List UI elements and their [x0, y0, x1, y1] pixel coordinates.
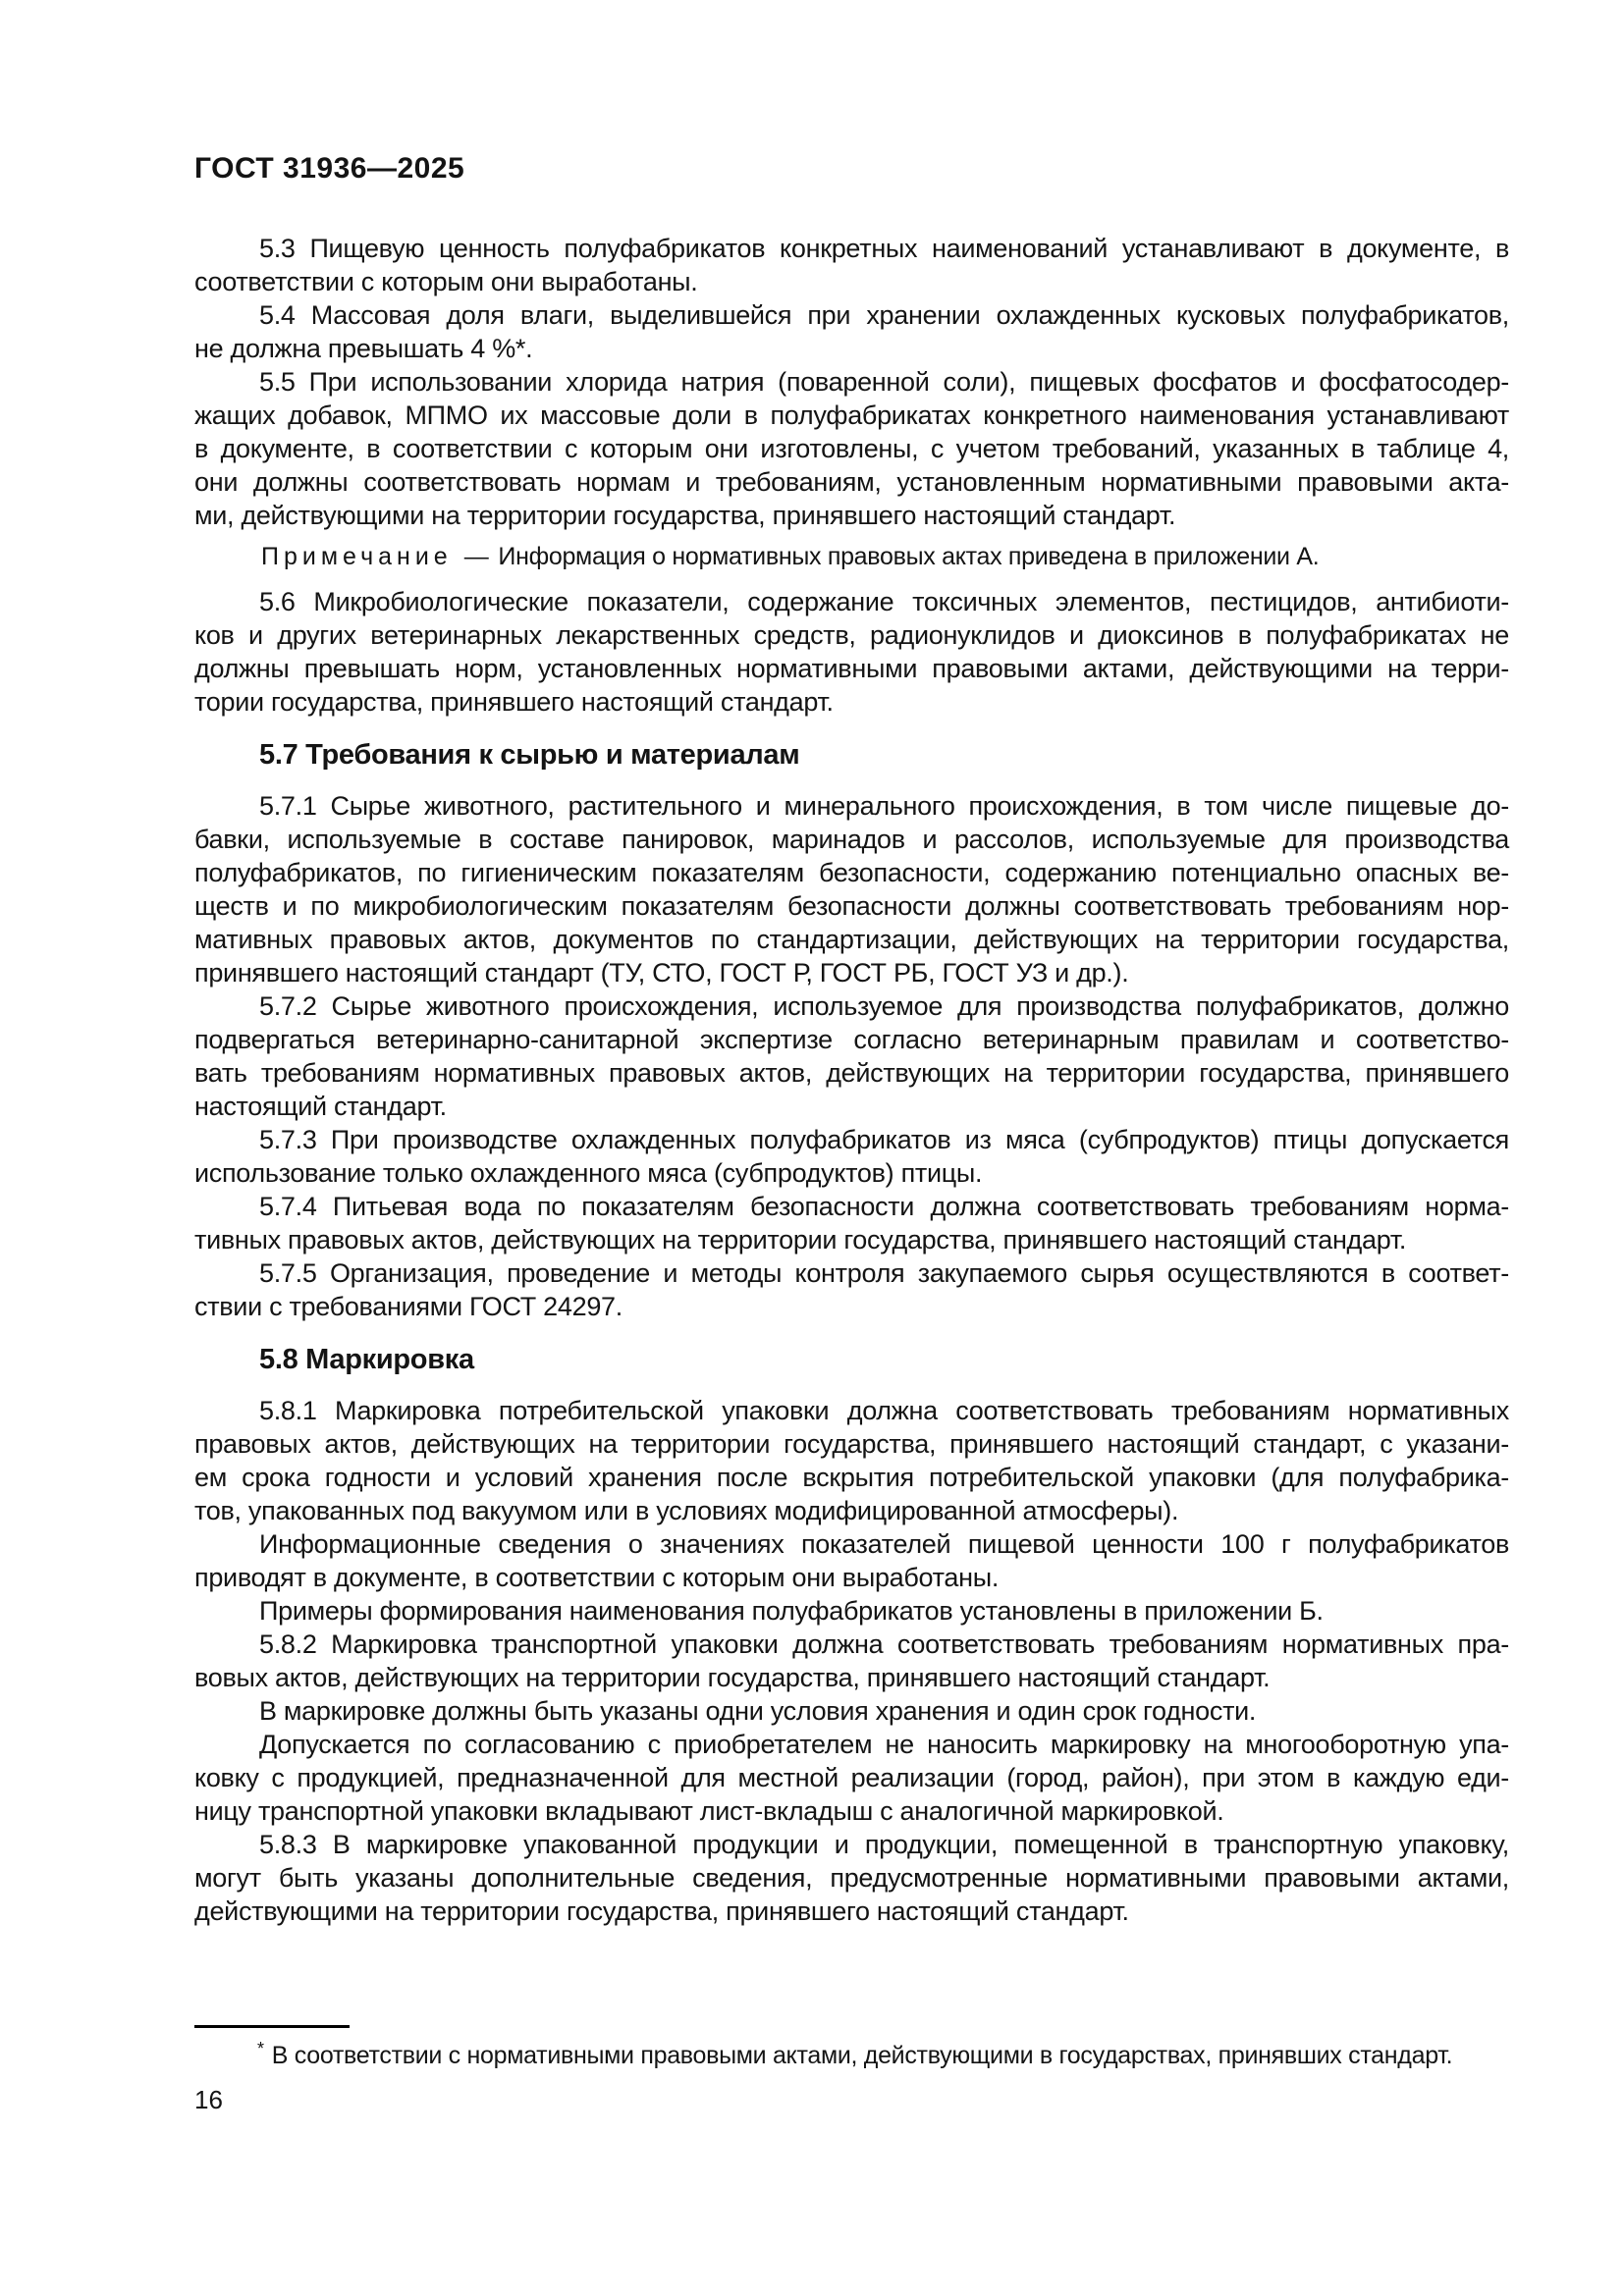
paragraph-line: 5.8.3 В маркировке упакованной продукции и продукции, помещенной в транспортную упаковку, [259, 1830, 1509, 1859]
paragraph-line: ницу транспортной упаковки вкладывают лист-вкладыш с аналогичной маркировкой. [194, 1796, 1224, 1826]
paragraph-line: использование только охлажденного мяса (субпродуктов) птицы. [194, 1158, 983, 1188]
paragraph-line: принявшего настоящий стандарт (ТУ, СТО, ГОСТ Р, ГОСТ РБ, ГОСТ УЗ и др.). [194, 958, 1129, 988]
clause-5-8-2-storage [194, 1694, 1509, 1728]
paragraph-line: соответствии с которым они выработаны. [194, 267, 698, 296]
paragraph-line: 5.7.1 Сырье животного, растительного и минерального происхождения, в том числе пищевые до- [259, 791, 1509, 821]
paragraph-line: не должна превышать 4 %*. [194, 334, 533, 363]
note-label: Примечание [261, 543, 453, 570]
note-text: Информация о нормативных правовых актах приведена в приложении А. [498, 543, 1320, 570]
paragraph-line: ковку с продукцией, предназначенной для местной реализации (город, район), при этом в каждую еди- [194, 1763, 1509, 1792]
paragraph-line: ществ и по микробиологическим показателям безопасности должны соответствовать требованиям нор- [194, 891, 1509, 921]
clause-5-8-2 [194, 1628, 1509, 1694]
paragraph-line: тории государства, принявшего настоящий стандарт. [194, 687, 834, 717]
paragraph-line: ми, действующими на территории государства, принявшего настоящий стандарт. [194, 501, 1176, 530]
clause-5-7-2 [194, 989, 1509, 1123]
paragraph-line: жащих добавок, МПМО их массовые доли в полуфабрикатах конкретного наименования устанавливают [194, 400, 1509, 430]
footnote-block [194, 2025, 1509, 2070]
paragraph-line: правовых актов, действующих на территории государства, принявшего настоящий стандарт, с указани- [194, 1429, 1509, 1459]
paragraph-line: мативных правовых актов, документов по стандартизации, действующих на территории государства, [194, 925, 1509, 954]
paragraph-line: тов, упакованных под вакуумом или в условиях модифицированной атмосферы). [194, 1496, 1179, 1525]
clause-5-5 [194, 365, 1509, 532]
footnote-separator-rule [194, 2025, 350, 2028]
paragraph-line: в документе, в соответствии с которым они изготовлены, с учетом требований, указанных в таблице 4, [194, 434, 1509, 463]
paragraph-line: вать требованиям нормативных правовых актов, действующих на территории государства, принявшего [194, 1058, 1509, 1088]
paragraph-line: 5.7.4 Питьевая вода по показателям безопасности должна соответствовать требованиям норма- [259, 1192, 1509, 1221]
paragraph-line: полуфабрикатов, по гигиеническим показателям безопасности, содержанию потенциально опасных ве- [194, 858, 1509, 887]
note-appendix-a [194, 540, 1509, 573]
paragraph-line: 5.4 Массовая доля влаги, выделившейся при хранении охлажденных кусковых полуфабрикатов, [259, 300, 1509, 330]
paragraph-line: ствии с требованиями ГОСТ 24297. [194, 1292, 623, 1321]
paragraph-line: 5.8.1 Маркировка потребительской упаковки должна соответствовать требованиям нормативных [259, 1396, 1509, 1425]
paragraph-line: 5.3 Пищевую ценность полуфабрикатов конкретных наименований устанавливают в документе, в [259, 234, 1509, 263]
clause-5-3 [194, 232, 1509, 298]
paragraph-line: ков и других ветеринарных лекарственных средств, радионуклидов и диоксинов в полуфабрикатах не [194, 620, 1509, 650]
clause-5-8-2-allowance [194, 1728, 1509, 1828]
paragraph-line: могут быть указаны дополнительные сведения, предусмотренные нормативными правовыми актами, [194, 1863, 1509, 1893]
paragraph-line: 5.7.2 Сырье животного происхождения, используемое для производства полуфабрикатов, должно [259, 991, 1509, 1021]
paragraph-line: В маркировке должны быть указаны одни условия хранения и один срок годности. [259, 1696, 1257, 1726]
heading-5-8: 5.8 Маркировка [259, 1344, 474, 1375]
clause-5-8-1-info [194, 1527, 1509, 1594]
document-header: ГОСТ 31936—2025 [194, 152, 465, 185]
paragraph-line: подвергаться ветеринарно-санитарной экспертизе согласно ветеринарным правилам и соответство- [194, 1025, 1509, 1054]
paragraph-line: 5.6 Микробиологические показатели, содержание токсичных элементов, пестицидов, антибиоти- [259, 587, 1509, 616]
clause-5-6 [194, 585, 1509, 719]
clause-5-8-3 [194, 1828, 1509, 1928]
clause-5-8-1-examples [194, 1594, 1509, 1628]
footnote-marker: * [257, 2039, 264, 2058]
clause-5-4 [194, 298, 1509, 365]
page-number: 16 [194, 2085, 223, 2114]
paragraph-line: 5.8.2 Маркировка транспортной упаковки должна соответствовать требованиям нормативных пра- [259, 1629, 1509, 1659]
clause-5-7-1 [194, 789, 1509, 989]
paragraph-line: ем срока годности и условий хранения после вскрытия потребительской упаковки (для полуфабрика- [194, 1463, 1509, 1492]
paragraph-line: 5.7.3 При производстве охлажденных полуфабрикатов из мяса (субпродуктов) птицы допускается [259, 1125, 1509, 1154]
paragraph-line: Допускается по согласованию с приобретателем не наносить маркировку на многооборотную упа- [259, 1730, 1509, 1759]
paragraph-line: вовых актов, действующих на территории государства, принявшего настоящий стандарт. [194, 1663, 1271, 1692]
clause-5-8-1 [194, 1394, 1509, 1527]
footnote-text: В соответствии с нормативными правовыми актами, действующими в государствах, принявших стандарт. [271, 2042, 1453, 2069]
heading-5-7: 5.7 Требования к сырью и материалам [259, 739, 800, 771]
paragraph-line: тивных правовых актов, действующих на территории государства, принявшего настоящий стандарт. [194, 1225, 1407, 1255]
document-body [194, 232, 1509, 1928]
clause-5-7-5 [194, 1256, 1509, 1323]
clause-5-7-3 [194, 1123, 1509, 1190]
paragraph-line: они должны соответствовать нормам и требованиям, установленным нормативными правовыми акта- [194, 467, 1509, 497]
note-dash: — [463, 543, 489, 570]
paragraph-line: приводят в документе, в соответствии с которым они выработаны. [194, 1563, 1000, 1592]
clause-5-7-4 [194, 1190, 1509, 1256]
paragraph-line: бавки, используемые в составе панировок, маринадов и рассолов, используемые для производства [194, 825, 1509, 854]
footnote [194, 2034, 1509, 2070]
paragraph-line: должны превышать норм, установленных нормативными правовыми актами, действующими на терри- [194, 654, 1509, 683]
paragraph-line: Информационные сведения о значениях показателей пищевой ценности 100 г полуфабрикатов [259, 1529, 1509, 1559]
paragraph-line: 5.5 При использовании хлорида натрия (поваренной соли), пищевых фосфатов и фосфатосодер- [259, 367, 1509, 397]
paragraph-line: действующими на территории государства, принявшего настоящий стандарт. [194, 1896, 1129, 1926]
paragraph-line: Примеры формирования наименования полуфабрикатов установлены в приложении Б. [259, 1596, 1324, 1626]
paragraph-line: настоящий стандарт. [194, 1092, 447, 1121]
paragraph-line: 5.7.5 Организация, проведение и методы контроля закупаемого сырья осуществляются в соответ- [259, 1258, 1509, 1288]
